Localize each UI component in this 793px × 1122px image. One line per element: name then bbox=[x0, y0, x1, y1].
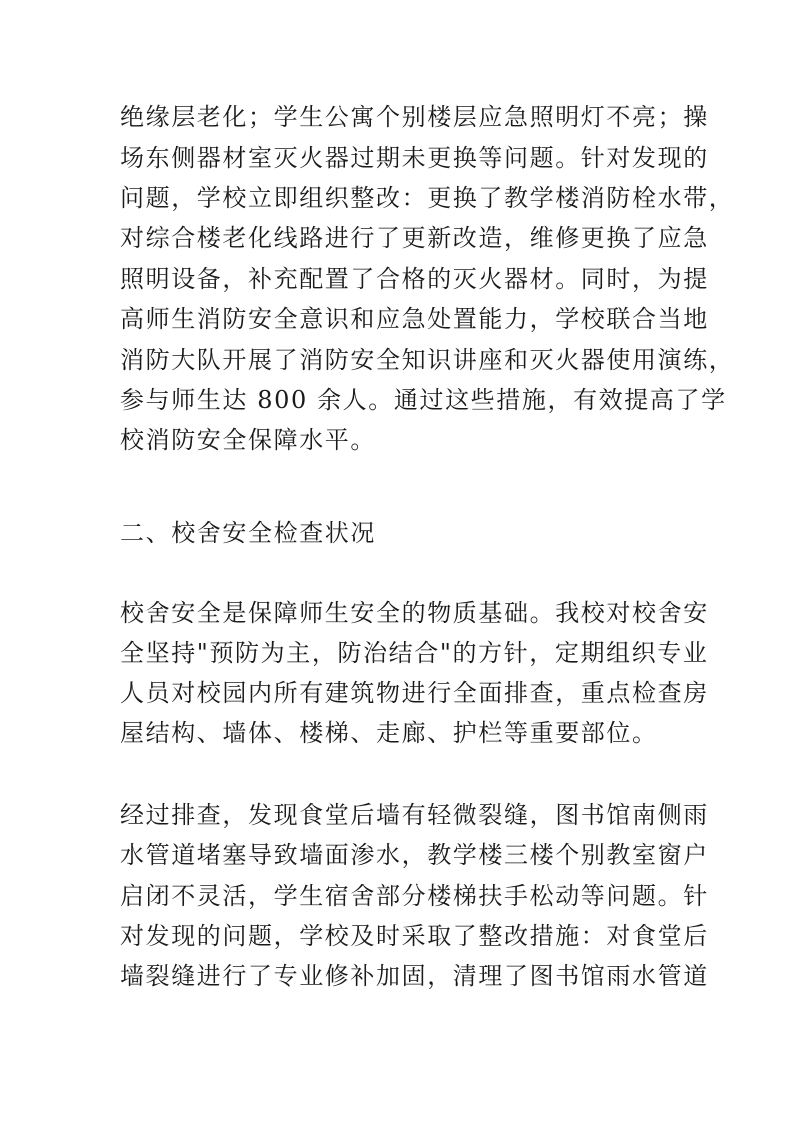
text-line: 人员对校园内所有建筑物进行全面排查，重点检查房 bbox=[120, 679, 709, 707]
text-line: 照明设备，补充配置了合格的灭火器材。同时，为提 bbox=[120, 265, 709, 293]
text-line: 全坚持"预防为主，防治结合"的方针，定期组织专业 bbox=[120, 639, 709, 667]
text-line: 问题，学校立即组织整改：更换了教学楼消防栓水带， bbox=[120, 184, 735, 212]
text-line: 启闭不灵活，学生宿舍部分楼梯扶手松动等问题。针 bbox=[120, 882, 709, 910]
text-line: 经过排查，发现食堂后墙有轻微裂缝，图书馆南侧雨 bbox=[120, 801, 709, 829]
text-line: 高师生消防安全意识和应急处置能力，学校联合当地 bbox=[120, 305, 709, 333]
text-line: 校消防安全保障水平。 bbox=[120, 426, 376, 454]
text-line: 校舍安全是保障师生安全的物质基础。我校对校舍安 bbox=[120, 599, 709, 627]
text-line: 对发现的问题，学校及时采取了整改措施：对食堂后 bbox=[120, 922, 709, 950]
text-line: 场东侧器材室灭火器过期未更换等问题。针对发现的 bbox=[120, 144, 709, 172]
text-line: 水管道堵塞导致墙面渗水，教学楼三楼个别教室窗户 bbox=[120, 841, 709, 869]
text-line: 对综合楼老化线路进行了更新改造，维修更换了应急 bbox=[120, 224, 709, 252]
text-line: 屋结构、墙体、楼梯、走廊、护栏等重要部位。 bbox=[120, 719, 658, 747]
text-line: 参与师生达 800 余人。通过这些措施，有效提高了学 bbox=[120, 386, 727, 414]
text-line: 消防大队开展了消防安全知识讲座和灭火器使用演练， bbox=[120, 346, 735, 374]
text-line: 墙裂缝进行了专业修补加固，清理了图书馆雨水管道 bbox=[120, 962, 709, 990]
section-heading: 二、校舍安全检查状况 bbox=[120, 519, 376, 547]
text-line: 绝缘层老化；学生公寓个别楼层应急照明灯不亮；操 bbox=[120, 103, 709, 131]
